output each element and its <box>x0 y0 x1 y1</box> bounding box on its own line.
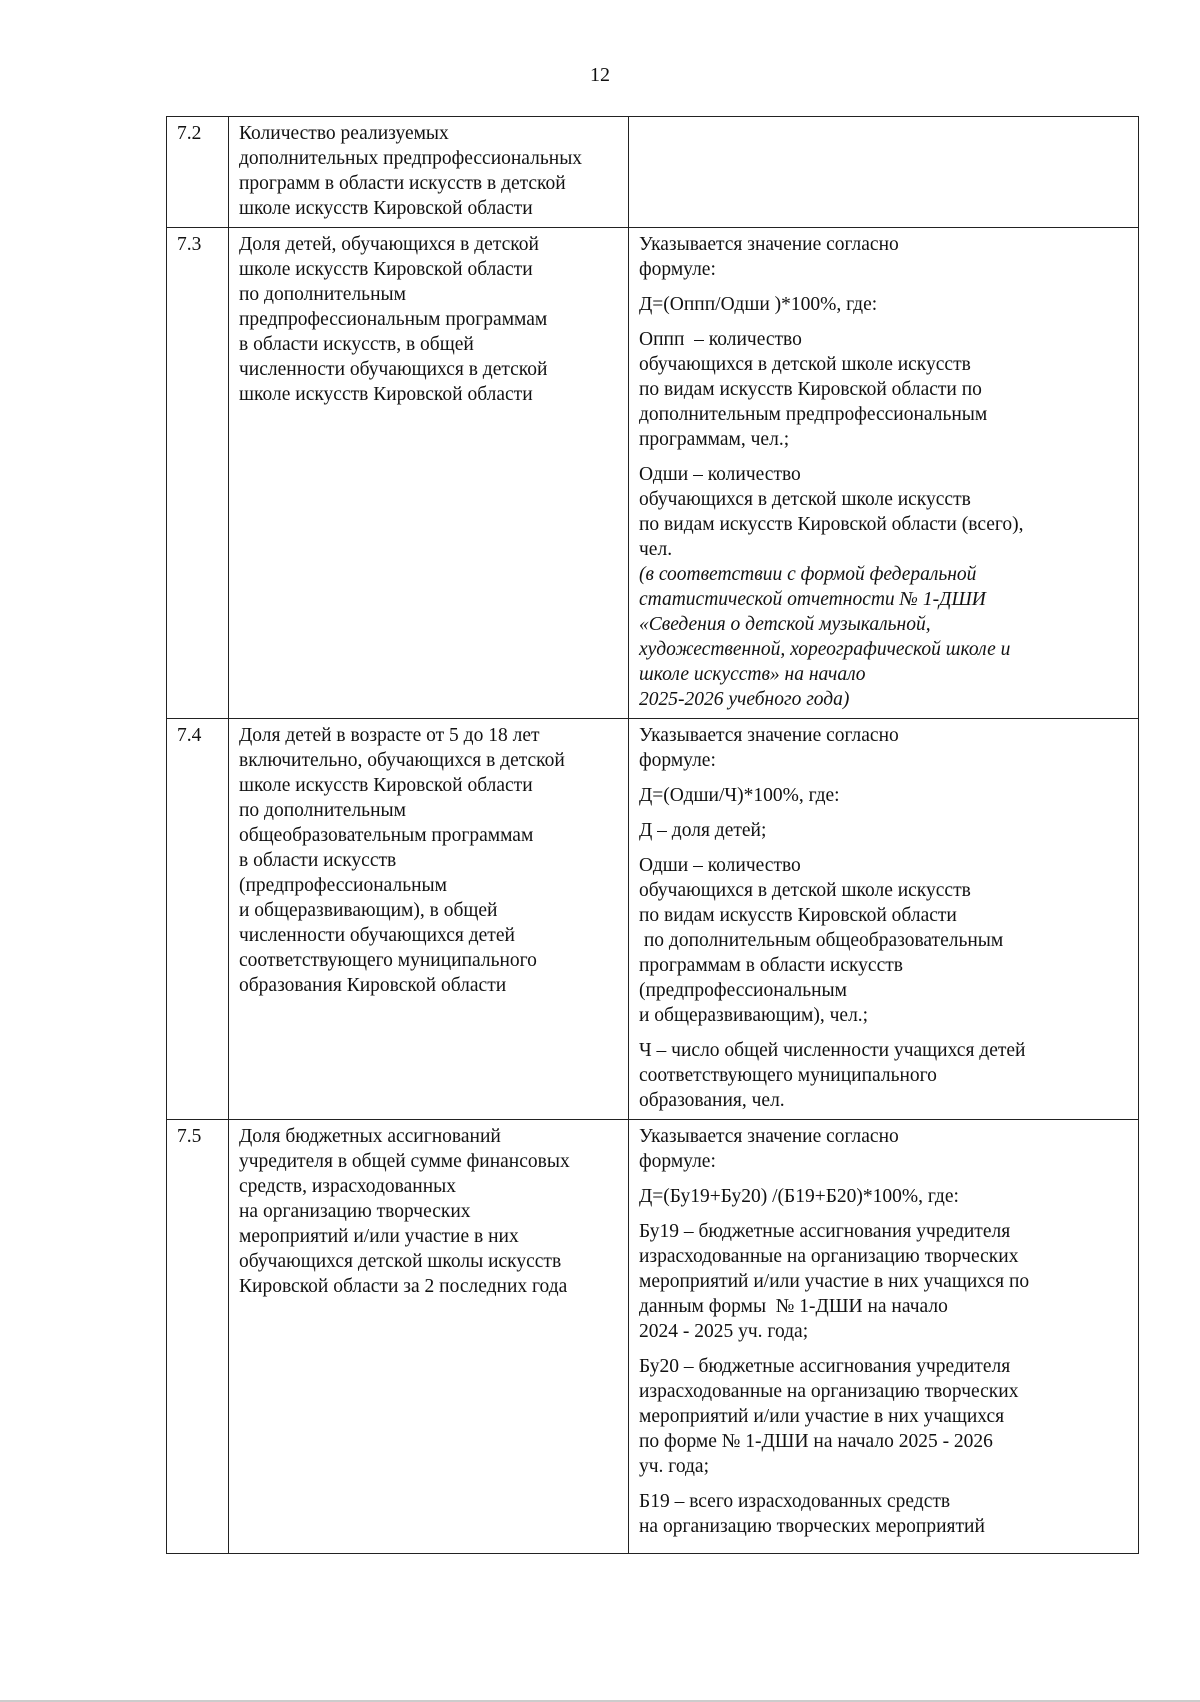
method-paragraph <box>639 723 1128 773</box>
text-line: в области искусств <box>239 850 397 871</box>
page-number: 12 <box>590 64 610 86</box>
method-paragraph <box>639 1354 1128 1479</box>
text-line: программ в области искусств в детской <box>239 173 566 194</box>
text-line: Одши – количество <box>639 464 801 485</box>
text-line: образования Кировской области <box>239 975 507 996</box>
text-line: формуле: <box>639 1151 716 1172</box>
text-line: общеобразовательным программам <box>239 825 534 846</box>
text-line: по дополнительным <box>239 284 406 305</box>
text-line: Указывается значение согласно <box>639 725 899 746</box>
text-line: Доля детей, обучающихся в детской <box>239 234 539 255</box>
table-row <box>167 719 1139 1120</box>
indicator-name <box>229 1120 629 1554</box>
source-note-line: «Сведения о детской музыкальной, <box>639 614 931 635</box>
text-line: по видам искусств Кировской области (всего), <box>639 514 1024 535</box>
method-paragraph <box>639 232 1128 282</box>
text-line: школе искусств Кировской области <box>239 198 533 219</box>
text-line: на организацию творческих мероприятий <box>639 1516 985 1537</box>
method-paragraph <box>639 292 1128 317</box>
row-number: 7.4 <box>167 719 229 1120</box>
calculation-method <box>629 228 1139 719</box>
text-line: на организацию творческих <box>239 1201 471 1222</box>
text-line: дополнительных предпрофессиональных <box>239 148 583 169</box>
indicator-name <box>229 719 629 1120</box>
source-note-line: (в соответствии с формой федеральной <box>639 564 977 585</box>
table-row <box>167 117 1139 228</box>
text-line: (предпрофессиональным <box>639 980 847 1001</box>
text-line: (предпрофессиональным <box>239 875 447 896</box>
table-row <box>167 1120 1139 1554</box>
method-paragraph <box>639 853 1128 1028</box>
text-line: мероприятий и/или участие в них учащихся по <box>639 1271 1030 1292</box>
text-line: Д – доля детей; <box>639 820 767 841</box>
text-line: формуле: <box>639 750 716 771</box>
method-paragraph <box>639 818 1128 843</box>
text-line: и общеразвивающим), чел.; <box>639 1005 869 1026</box>
indicator-name <box>229 228 629 719</box>
text-line: формуле: <box>639 259 716 280</box>
indicator-name <box>229 117 629 228</box>
source-note-line: художественной, хореографической школе и <box>639 639 1011 660</box>
text-line: Одши – количество <box>639 855 801 876</box>
indicators-table <box>166 116 1139 1554</box>
row-number: 7.5 <box>167 1120 229 1554</box>
text-line: по видам искусств Кировской области <box>639 905 957 926</box>
text-line: мероприятий и/или участие в них учащихся <box>639 1406 1005 1427</box>
text-line: соответствующего муниципального <box>239 950 537 971</box>
text-line: по дополнительным общеобразовательным <box>639 930 1004 951</box>
text-line: и общеразвивающим), в общей <box>239 900 498 921</box>
text-line: Доля детей в возрасте от 5 до 18 лет <box>239 725 540 746</box>
method-paragraph <box>639 1489 1128 1539</box>
text-line: Б19 – всего израсходованных средств <box>639 1491 951 1512</box>
text-line: школе искусств Кировской области <box>239 259 533 280</box>
text-line: образования, чел. <box>639 1090 785 1111</box>
method-paragraph <box>639 1038 1128 1113</box>
text-line: учредителя в общей сумме финансовых <box>239 1151 570 1172</box>
text-line: по форме № 1-ДШИ на начало 2025 - 2026 <box>639 1431 993 1452</box>
text-line: школе искусств Кировской области <box>239 775 533 796</box>
text-line: 2024 - 2025 уч. года; <box>639 1321 809 1342</box>
text-line: Бу19 – бюджетные ассигнования учредителя <box>639 1221 1011 1242</box>
text-line: Ч – число общей численности учащихся детей <box>639 1040 1026 1061</box>
row-number: 7.3 <box>167 228 229 719</box>
calculation-method <box>629 117 1139 228</box>
text-line: численности обучающихся детей <box>239 925 515 946</box>
text-line: дополнительным предпрофессиональным <box>639 404 988 425</box>
method-paragraph <box>639 1184 1128 1209</box>
text-line: Указывается значение согласно <box>639 234 899 255</box>
source-note-line: школе искусств» на начало <box>639 664 866 685</box>
text-line: чел. <box>639 539 673 560</box>
text-line: израсходованные на организацию творческих <box>639 1381 1019 1402</box>
text-line: Указывается значение согласно <box>639 1126 899 1147</box>
text-line: Д=(Оппп/Одши )*100%, где: <box>639 294 878 315</box>
text-line: мероприятий и/или участие в них <box>239 1226 519 1247</box>
text-line: Оппп – количество <box>639 329 802 350</box>
text-line: Доля бюджетных ассигнований <box>239 1126 501 1147</box>
text-line: по дополнительным <box>239 800 406 821</box>
text-line: включительно, обучающихся в детской <box>239 750 565 771</box>
text-line: по видам искусств Кировской области по <box>639 379 982 400</box>
method-paragraph <box>639 462 1128 712</box>
text-line: в области искусств, в общей <box>239 334 474 355</box>
text-line: израсходованные на организацию творческих <box>639 1246 1019 1267</box>
text-line: Бу20 – бюджетные ассигнования учредителя <box>639 1356 1011 1377</box>
text-line: Д=(Одши/Ч)*100%, где: <box>639 785 840 806</box>
text-line: численности обучающихся в детской <box>239 359 548 380</box>
text-line: обучающихся детской школы искусств <box>239 1251 562 1272</box>
text-line: соответствующего муниципального <box>639 1065 937 1086</box>
text-line: Д=(Бу19+Бу20) /(Б19+Б20)*100%, где: <box>639 1186 959 1207</box>
text-line: уч. года; <box>639 1456 710 1477</box>
text-line: Количество реализуемых <box>239 123 449 144</box>
text-line: программам в области искусств <box>639 955 903 976</box>
text-line: данным формы № 1-ДШИ на начало <box>639 1296 948 1317</box>
source-note-line: 2025-2026 учебного года) <box>639 689 850 710</box>
method-paragraph <box>639 327 1128 452</box>
method-paragraph <box>639 1124 1128 1174</box>
text-line: школе искусств Кировской области <box>239 384 533 405</box>
calculation-method <box>629 1120 1139 1554</box>
row-number: 7.2 <box>167 117 229 228</box>
text-line: Кировской области за 2 последних года <box>239 1276 568 1297</box>
text-line: обучающихся в детской школе искусств <box>639 880 971 901</box>
method-paragraph <box>639 1219 1128 1344</box>
text-line: средств, израсходованных <box>239 1176 456 1197</box>
text-line: обучающихся в детской школе искусств <box>639 489 971 510</box>
calculation-method <box>629 719 1139 1120</box>
table-row <box>167 228 1139 719</box>
text-line: программам, чел.; <box>639 429 790 450</box>
text-line: обучающихся в детской школе искусств <box>639 354 971 375</box>
text-line: предпрофессиональным программам <box>239 309 548 330</box>
method-paragraph <box>639 783 1128 808</box>
source-note-line: статистической отчетности № 1-ДШИ <box>639 589 986 610</box>
